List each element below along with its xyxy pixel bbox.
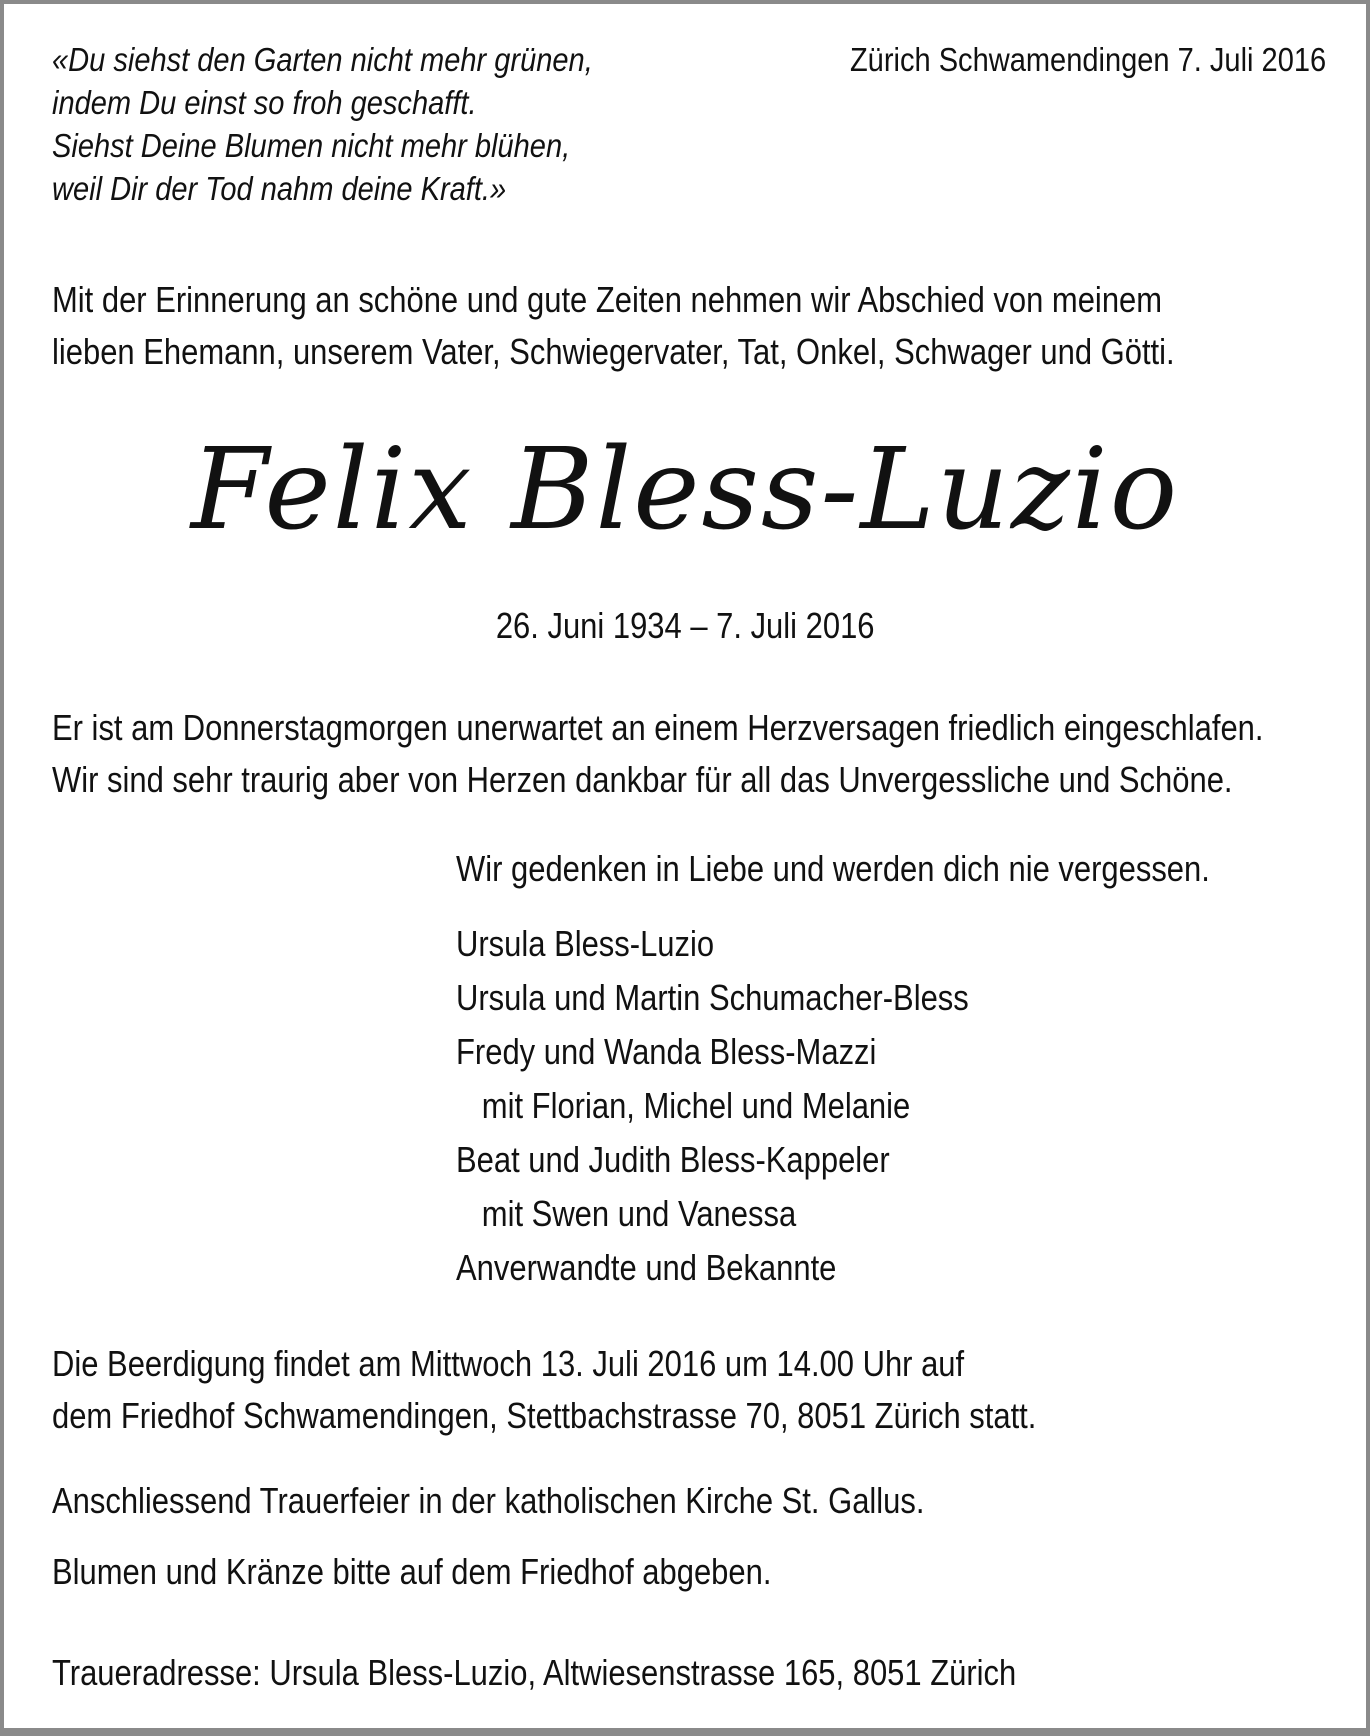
flowers-text: Blumen und Kränze bitte auf dem Friedhof abgeben. xyxy=(52,1551,772,1592)
message-paragraph xyxy=(52,702,1370,806)
address-text: Traueradresse: Ursula Bless-Luzio, Altwiesenstrasse 165, 8051 Zürich xyxy=(52,1652,1017,1693)
mourner-entry: mit Florian, Michel und Melanie xyxy=(481,1085,911,1126)
mourners-list xyxy=(456,917,1052,1295)
poem-line: weil Dir der Tod nahm deine Kraft.» xyxy=(52,170,507,207)
mourner-entry: Ursula und Martin Schumacher-Bless xyxy=(456,977,969,1018)
remembrance-line xyxy=(456,842,1333,896)
poem-line: «Du siehst den Garten nicht mehr grünen, xyxy=(52,41,593,78)
deceased-name: Felix Bless-Luzio xyxy=(190,425,1180,555)
poem-line: Siehst Deine Blumen nicht mehr blühen, xyxy=(52,127,571,164)
message-line: Er ist am Donnerstagmorgen unerwartet an einem Herzversagen friedlich eingeschlafen. xyxy=(52,707,1264,748)
mourner-entry: Anverwandte und Bekannte xyxy=(456,1247,837,1288)
funeral-line: dem Friedhof Schwamendingen, Stettbachstrasse 70, 8051 Zürich statt. xyxy=(52,1395,1037,1436)
life-dates xyxy=(0,600,1370,652)
funeral-line: Die Beerdigung findet am Mittwoch 13. Juli 2016 um 14.00 Uhr auf xyxy=(52,1343,965,1384)
mourner-entry: Beat und Judith Bless-Kappeler xyxy=(456,1139,890,1180)
poem-line: indem Du einst so froh geschafft. xyxy=(52,84,477,121)
intro-line: lieben Ehemann, unserem Vater, Schwiegervater, Tat, Onkel, Schwager und Götti. xyxy=(52,331,1175,372)
mourner-entry: Ursula Bless-Luzio xyxy=(456,923,715,964)
mourner-entry: Fredy und Wanda Bless-Mazzi xyxy=(456,1031,877,1072)
memorial-poem xyxy=(52,38,593,210)
funeral-info xyxy=(52,1338,1197,1442)
flowers-info xyxy=(52,1546,889,1598)
mourner-entry: mit Swen und Vanessa xyxy=(481,1193,797,1234)
service-text: Anschliessend Trauerfeier in der katholischen Kirche St. Gallus. xyxy=(52,1480,925,1521)
intro-line: Mit der Erinnerung an schöne und gute Zeiten nehmen wir Abschied von meinem xyxy=(52,279,1163,320)
remembrance-text: Wir gedenken in Liebe und werden dich nie vergessen. xyxy=(456,848,1210,889)
message-line: Wir sind sehr traurig aber von Herzen dankbar für all das Unvergessliche und Schöne. xyxy=(52,759,1233,800)
place-date: Zürich Schwamendingen 7. Juli 2016 xyxy=(849,41,1326,78)
life-dates-text: 26. Juni 1934 – 7. Juli 2016 xyxy=(495,605,875,646)
service-info xyxy=(52,1475,1067,1527)
mourning-address xyxy=(52,1647,1173,1699)
intro-paragraph xyxy=(52,274,1357,378)
